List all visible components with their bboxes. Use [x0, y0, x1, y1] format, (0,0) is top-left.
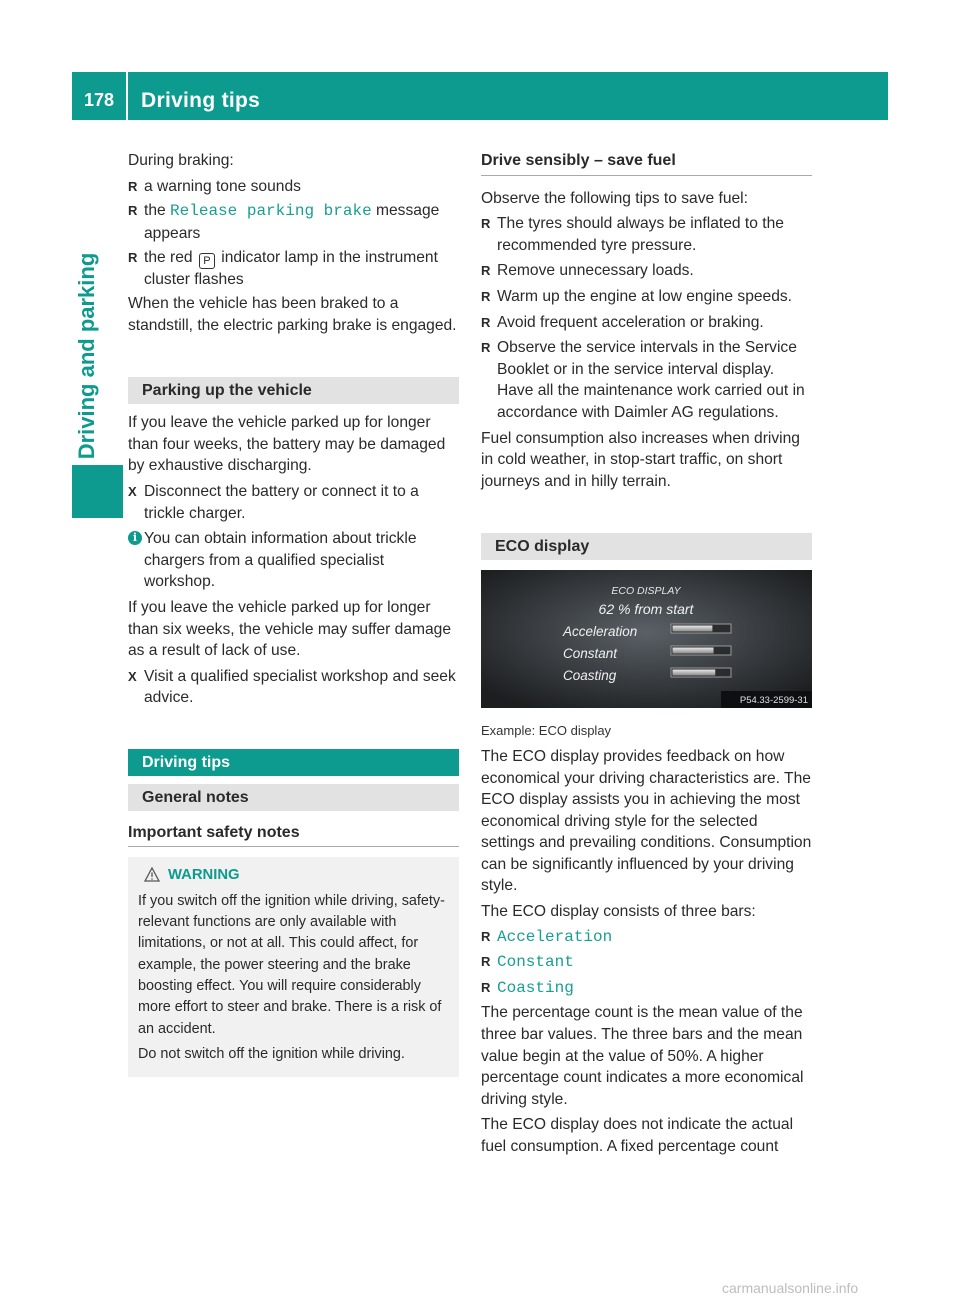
eco-bar-fill — [673, 648, 714, 654]
list-item: R Remove unnecessary loads. — [481, 260, 812, 282]
list-item: R the Release parking brake message appears — [128, 202, 440, 242]
list-item: R a warning tone sounds — [128, 176, 459, 198]
eco-display-screen — [481, 570, 812, 708]
eco-paragraph-3: The ECO display does not indicate the actual fuel consumption. A fixed percentage count — [481, 1116, 794, 1155]
header-divider — [126, 72, 128, 120]
eco-paragraph-1: The ECO display provides feedback on how economical your driving characteristics are. The ECO display assists you in achieving the most economical driving style for the selected settings and prevailing conditions. Consumption can be significantly influenced by your driving style. — [481, 747, 812, 895]
parking-paragraph-1: If you leave the vehicle parked up for longer than four weeks, the battery may be damaged by exhaustive discharging. — [128, 414, 446, 475]
display-message: Release parking brake — [170, 202, 372, 221]
braking-list — [128, 176, 459, 291]
fuel-intro: Observe the following tips to save fuel: — [481, 189, 748, 207]
eco-bars — [671, 624, 731, 677]
eco-caption: Example: ECO display — [481, 723, 612, 739]
step-arrow-icon: X — [128, 483, 137, 499]
list-item: R Acceleration — [481, 927, 613, 946]
eco-screen-title: ECO DISPLAY — [611, 585, 681, 598]
warning-paragraph-1: If you switch off the ignition while driving, safety-relevant functions are only available with limitations, or not at all. This could affect, for example, the power steering and the brake boosting effect. You will require considerably more effort to steer and brake. There is a risk of an accident. — [138, 892, 445, 1037]
eco-bar-fill — [673, 670, 716, 676]
section-heading-driving-tips: Driving tips — [128, 749, 459, 776]
warning-box — [128, 857, 459, 1077]
bullet-icon: R — [481, 340, 491, 356]
side-tab-block — [72, 465, 123, 518]
parking-paragraph-2: If you leave the vehicle parked up for longer than six weeks, the vehicle may suffer damage as a result of lack of use. — [128, 598, 452, 660]
bullet-icon: R — [481, 314, 491, 330]
bullet-icon: R — [481, 954, 491, 970]
page-title: Driving tips — [141, 89, 261, 112]
list-item: R the red P indicator lamp in the instrument cluster flashes — [128, 249, 438, 289]
eco-paragraph-2: The percentage count is the mean value of the three bar values. The three bars and the mean value begin at the value of 50%. A higher percentage count indicates a more economical driving style. — [481, 1004, 804, 1108]
warning-title: WARNING — [138, 865, 449, 886]
bullet-icon: R — [128, 178, 138, 194]
parking-brake-icon: P — [199, 253, 215, 269]
page-number: 178 — [83, 90, 115, 110]
section-heading-parking: Parking up the vehicle — [128, 377, 459, 404]
list-item: R Observe the service intervals in the Service Booklet or in the service interval display. Have all the maintenance work carried out in accordance with Daimler AG regulations. — [481, 339, 805, 421]
eco-screen-from-start: 62 % from start — [598, 601, 694, 618]
info-icon: i — [128, 531, 142, 545]
right-column — [481, 150, 812, 1158]
step-list-1 — [128, 481, 459, 524]
bullet-icon: R — [481, 288, 491, 304]
subheading-safety: Important safety notes — [128, 822, 459, 848]
list-item: R Coasting — [481, 978, 574, 997]
eco-row-label: Constant — [563, 646, 618, 662]
eco-bar-fill — [673, 626, 713, 632]
eco-image-wrap — [481, 570, 812, 708]
bullet-icon: R — [128, 203, 138, 219]
warning-triangle-icon — [144, 867, 160, 882]
section-heading-general-notes: General notes — [128, 784, 459, 811]
side-tab-label: Driving and parking — [74, 252, 99, 460]
watermark: carmanualsonline.info — [722, 1280, 859, 1296]
list-item: R Avoid frequent acceleration or braking. — [481, 312, 812, 334]
fuel-consumption-text: Fuel consumption also increases when driving in cold weather, in stop-start traffic, on short journeys and in hilly terrain. — [481, 429, 800, 490]
bullet-icon: R — [481, 263, 491, 279]
info-note: i You can obtain information about trickle chargers from a qualified specialist workshop. — [128, 528, 459, 593]
eco-row-label: Coasting — [563, 668, 617, 684]
list-item: R Constant — [481, 953, 574, 972]
step-list-2 — [128, 666, 459, 709]
list-item: X Disconnect the battery or connect it to a trickle charger. — [128, 482, 419, 522]
bars-intro: The ECO display consists of three bars: — [481, 903, 756, 921]
bullet-icon: R — [481, 216, 491, 232]
eco-row-label: Acceleration — [563, 624, 638, 640]
left-column — [128, 150, 459, 1077]
list-item: R Warm up the engine at low engine speeds. — [481, 286, 812, 308]
braking-intro: During braking: — [128, 152, 234, 169]
list-item: R The tyres should always be inflated to the recommended tyre pressure. — [481, 215, 784, 254]
section-heading-eco-display: ECO display — [481, 533, 812, 560]
bullet-icon: R — [481, 979, 491, 995]
subheading-save-fuel: Drive sensibly – save fuel — [481, 150, 812, 176]
bullet-icon: R — [481, 928, 491, 944]
list-item: X Visit a qualified specialist workshop and seek advice. — [128, 667, 456, 707]
bullet-icon: R — [128, 250, 138, 266]
fuel-tips-list — [481, 213, 812, 423]
warning-paragraph-2: Do not switch off the ignition while driving. — [138, 1045, 405, 1062]
step-arrow-icon: X — [128, 668, 137, 684]
eco-image-ref: P54.33-2599-31 — [739, 695, 808, 707]
standstill-text: When the vehicle has been braked to a standstill, the electric parking brake is engaged. — [128, 294, 457, 334]
bars-list — [481, 926, 812, 1000]
